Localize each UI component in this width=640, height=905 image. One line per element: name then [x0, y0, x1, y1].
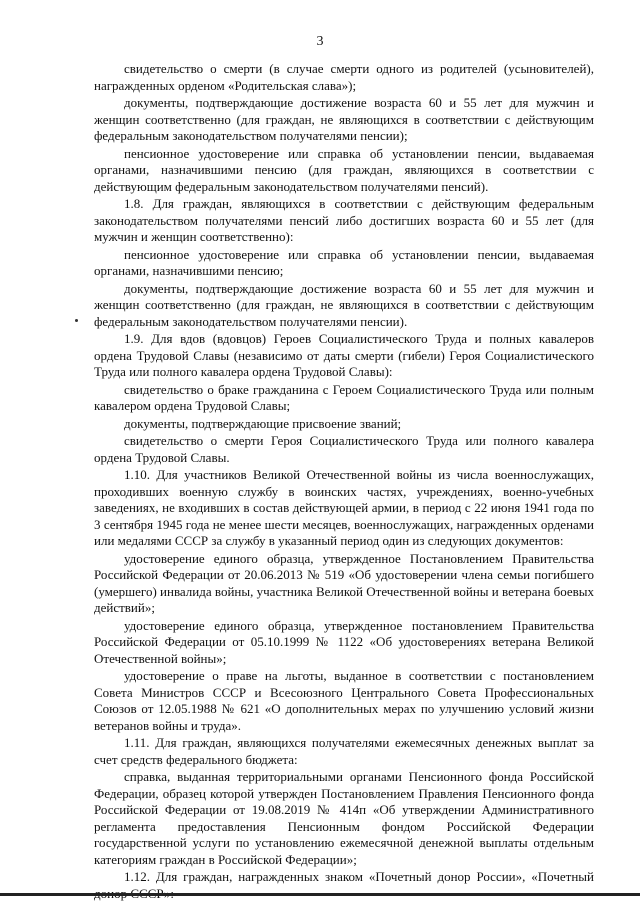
paragraph: документы, подтверждающие присвоение званий;	[124, 415, 402, 431]
scan-dot	[75, 319, 78, 322]
section-paragraph-1-9: 1.9. Для вдов (вдовцов) Героев Социалистического Труда и полных кавалеров ордена Трудовой Славы (независимо от даты смерти (гибели) Героя Социалистического Труда или полного кавалера ордена Трудовой Славы):	[94, 331, 594, 379]
paragraph: свидетельство о смерти Героя Социалистического Труда или полного кавалера ордена Трудовой Славы.	[94, 433, 594, 465]
page-number: 3	[316, 34, 324, 49]
paragraph: свидетельство о браке гражданина с Героем Социалистического Труда или полным кавалером ордена Трудовой Славы;	[94, 381, 594, 413]
paragraph: удостоверение о праве на льготы, выданное в соответствии с постановлением Совета Министров СССР и Всесоюзного Центрального Совета Профессиональных Союзов от 12.05.1988 № 621 «О дополнительных мерах по улучшению условий жизни ветеранов войны и труда».	[94, 668, 594, 733]
paragraph: удостоверение единого образца, утвержденное Постановлением Правительства Российской Федерации от 20.06.2013 № 519 «Об удостоверении члена семьи погибшего (умершего) инвалида войны, участника Великой Отечественной войны и ветерана боевых действий»;	[94, 550, 594, 615]
scan-bottom-edge	[0, 893, 640, 896]
paragraph: свидетельство о смерти (в случае смерти одного из родителей (усыновителей), награжденных орденом «Родительская слава»);	[94, 61, 594, 93]
paragraph: документы, подтверждающие достижение возраста 60 и 55 лет для мужчин и женщин соответственно (для граждан, не являющихся в соответствии с действующим федеральным законодательством получателями пенсии).	[94, 280, 594, 329]
paragraph: документы, подтверждающие достижение возраста 60 и 55 лет для мужчин и женщин соответственно (для граждан, не являющихся в соответствии с действующим федеральным законодательством получателями пенсии);	[94, 95, 594, 143]
paragraph: удостоверение единого образца, утвержденное постановлением Правительства Российской Федерации от 05.10.1999 № 1122 «Об удостоверениях ветерана Великой Отечественной войны»;	[94, 617, 594, 666]
paragraph: пенсионное удостоверение или справка об установлении пенсии, выдаваемая органами, назначившими пенсию;	[94, 246, 594, 278]
paragraph: справка, выданная территориальными органами Пенсионного фонда Российской Федерации, образец которой утвержден Постановлением Правления Пенсионного фонда Российской Федерации от 19.08.2019 № 414п «Об утверждении Административного регламента предоставления Пенсионным фондом Российской Федерации государственной услуги по установлению ежемесячной денежной выплаты отдельным категориям граждан в Российской Федерации»;	[94, 769, 594, 867]
section-paragraph-1-10: 1.10. Для участников Великой Отечественной войны из числа военнослужащих, проходивших военную службу в воинских частях, учреждениях, военно-учебных заведениях, не входивших в состав действующей армии, в период с 22 июня 1941 года по 3 сентября 1945 года не менее шести месяцев, военнослужащих, награжденных орденами или медалями СССР за службу в указанный период один из следующих документов:	[94, 467, 594, 548]
section-paragraph-1-12: 1.12. Для граждан, награжденных знаком «Почетный донор России», «Почетный	[124, 869, 594, 884]
document-body	[94, 61, 594, 902]
section-paragraph-1-11: 1.11. Для граждан, являющихся получателями ежемесячных денежных выплат за счет средств федерального бюджета:	[94, 735, 594, 767]
paragraph: пенсионное удостоверение или справка об установлении пенсии, выдаваемая органами, назначившими пенсию (для граждан, являющихся в соответствии с действующим федеральным законодательством получателями пенсий).	[94, 145, 594, 194]
section-paragraph-1-8: 1.8. Для граждан, являющихся в соответствии с действующим федеральным законодательством получателями пенсий либо достигших возраста 60 и 55 лет (для мужчин и женщин соответственно):	[94, 196, 594, 244]
